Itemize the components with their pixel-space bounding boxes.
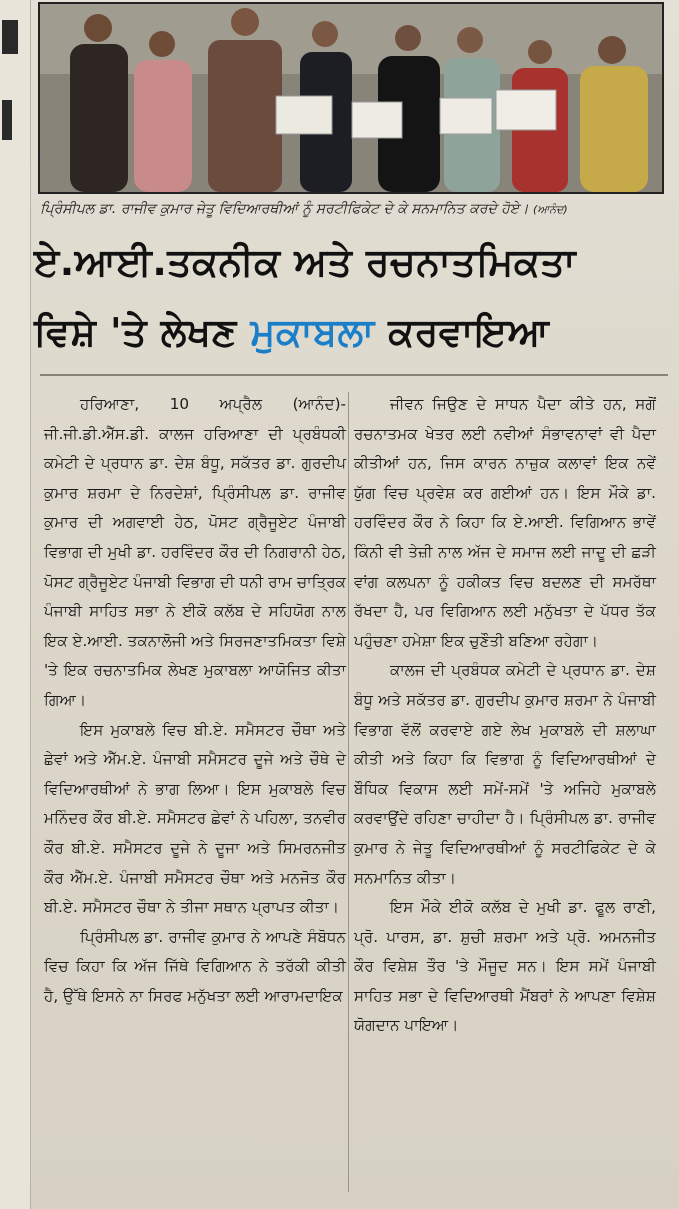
headline-line-1: ਏ.ਆਈ.ਤਕਨੀਕ ਅਤੇ ਰਚਨਾਤਮਿਕਤਾ (34, 240, 577, 284)
headline-highlight-word: ਮੁਕਾਬਲਾ (250, 310, 375, 354)
article-paragraph: ਹਰਿਆਣਾ, 10 ਅਪ੍ਰੈਲ (ਆਨੰਦ)- ਜੀ.ਜੀ.ਡੀ.ਐੱਸ.ਡੀ. ਕਾਲਜ ਹਰਿਆਣਾ ਦੀ ਪ੍ਰਬੰਧਕੀ ਕਮੇਟੀ ਦੇ ਪ੍ਰਧਾਨ ਡਾ. ਦੇਸ਼ ਬੰਧੂ, ਸਕੱਤਰ ਡਾ. ਗੁਰਦੀਪ ਕੁਮਾਰ ਸ਼ਰਮਾ ਦੇ ਨਿਰਦੇਸ਼ਾਂ, ਪ੍ਰਿੰਸੀਪਲ ਡਾ. ਰਾਜੀਵ ਕੁਮਾਰ ਦੀ ਅਗਵਾਈ ਹੇਠ, ਪੋਸਟ ਗ੍ਰੈਜੂਏਟ ਪੰਜਾਬੀ ਵਿਭਾਗ ਦੀ ਮੁਖੀ ਡਾ. ਹਰਵਿੰਦਰ ਕੌਰ ਦੀ ਨਿਗਰਾਨੀ ਹੇਠ, ਪੋਸਟ ਗ੍ਰੈਜੂਏਟ ਪੰਜਾਬੀ ਵਿਭਾਗ ਦੀ ਧਨੀ ਰਾਮ ਚਾਤ੍ਰਿਕ ਪੰਜਾਬੀ ਸਾਹਿਤ ਸਭਾ ਨੇ ਈਕੋ ਕਲੱਬ ਦੇ ਸਹਿਯੋਗ ਨਾਲ ਇਕ ਏ.ਆਈ. ਤਕਨਾਲੋਜੀ ਅਤੇ ਸਿਰਜਣਾਤਮਿਕਤਾ ਵਿਸ਼ੇ 'ਤੇ ਇਕ ਰਚਨਾਤਮਿਕ ਲੇਖਣ ਮੁਕਾਬਲਾ ਆਯੋਜਿਤ ਕੀਤਾ ਗਿਆ। (44, 395, 346, 709)
caption-text: ਪ੍ਰਿੰਸੀਪਲ ਡਾ. ਰਾਜੀਵ ਕੁਮਾਰ ਜੇਤੂ ਵਿਦਿਆਰਥੀਆਂ ਨੂੰ ਸਰਟੀਫਿਕੇਟ ਦੇ ਕੇ ਸਨਮਾਨਿਤ ਕਰਦੇ ਹੋਏ। (40, 201, 529, 217)
caption-credit: (ਆਨੰਦ) (532, 203, 568, 216)
adjacent-column-edge (0, 0, 31, 1209)
headline-rule (40, 374, 668, 376)
column-divider (348, 392, 349, 1192)
article-paragraph: ਪ੍ਰਿੰਸੀਪਲ ਡਾ. ਰਾਜੀਵ ਕੁਮਾਰ ਨੇ ਆਪਣੇ ਸੰਬੋਧਨ ਵਿਚ ਕਿਹਾ ਕਿ ਅੱਜ ਜਿੱਥੇ ਵਿਗਿਆਨ ਨੇ ਤਰੱਕੀ ਕੀਤੀ ਹੈ, ਉੱਥੇ ਇਸਨੇ ਨਾ ਸਿਰਫ ਮਨੁੱਖਤਾ ਲਈ ਆਰਾਮਦਾਇਕ (44, 927, 346, 1005)
news-photo (38, 2, 664, 194)
article-column-right (354, 390, 656, 1205)
article-paragraph: ਜੀਵਨ ਜਿਉਣ ਦੇ ਸਾਧਨ ਪੈਦਾ ਕੀਤੇ ਹਨ, ਸਗੋਂ ਰਚਨਾਤਮਕ ਖੇਤਰ ਲਈ ਨਵੀਆਂ ਸੰਭਾਵਨਾਵਾਂ ਵੀ ਪੈਦਾ ਕੀਤੀਆਂ ਹਨ, ਜਿਸ ਕਾਰਨ ਨਾਜ਼ੁਕ ਕਲਾਵਾਂ ਇਕ ਨਵੇਂ ਯੁੱਗ ਵਿਚ ਪ੍ਰਵੇਸ਼ ਕਰ ਗਈਆਂ ਹਨ। ਇਸ ਮੌਕੇ ਡਾ. ਹਰਵਿੰਦਰ ਕੌਰ ਨੇ ਕਿਹਾ ਕਿ ਏ.ਆਈ. ਵਿਗਿਆਨ ਭਾਵੇਂ ਕਿੰਨੀ ਵੀ ਤੇਜ਼ੀ ਨਾਲ ਅੱਜ ਦੇ ਸਮਾਜ ਲਈ ਜਾਦੂ ਦੀ ਛੜੀ ਵਾਂਗ ਕਲਪਨਾ ਨੂੰ ਹਕੀਕਤ ਵਿਚ ਬਦਲਣ ਦੀ ਸਮਰੱਥਾ ਰੱਖਦਾ ਹੈ, ਪਰ ਵਿਗਿਆਨ ਲਈ ਮਨੁੱਖਤਾ ਦੇ ਪੱਧਰ ਤੱਕ ਪਹੁੰਚਣਾ ਹਮੇਸ਼ਾ ਇਕ ਚੁਣੌਤੀ ਬਣਿਆ ਰਹੇਗਾ। (354, 395, 656, 650)
article-paragraph: ਕਾਲਜ ਦੀ ਪ੍ਰਬੰਧਕ ਕਮੇਟੀ ਦੇ ਪ੍ਰਧਾਨ ਡਾ. ਦੇਸ਼ ਬੰਧੂ ਅਤੇ ਸਕੱਤਰ ਡਾ. ਗੁਰਦੀਪ ਕੁਮਾਰ ਸ਼ਰਮਾ ਨੇ ਪੰਜਾਬੀ ਵਿਭਾਗ ਵੱਲੋਂ ਕਰਵਾਏ ਗਏ ਲੇਖ ਮੁਕਾਬਲੇ ਦੀ ਸ਼ਲਾਘਾ ਕੀਤੀ ਅਤੇ ਕਿਹਾ ਕਿ ਵਿਭਾਗ ਨੂੰ ਵਿਦਿਆਰਥੀਆਂ ਦੇ ਬੌਧਿਕ ਵਿਕਾਸ ਲਈ ਸਮੇਂ-ਸਮੇਂ 'ਤੇ ਅਜਿਹੇ ਮੁਕਾਬਲੇ ਕਰਵਾਉਂਦੇ ਰਹਿਣਾ ਚਾਹੀਦਾ ਹੈ। ਪ੍ਰਿੰਸੀਪਲ ਡਾ. ਰਾਜੀਵ ਕੁਮਾਰ ਨੇ ਜੇਤੂ ਵਿਦਿਆਰਥੀਆਂ ਨੂੰ ਸਰਟੀਫਿਕੇਟ ਦੇ ਕੇ ਸਨਮਾਨਿਤ ਕੀਤਾ। (354, 661, 656, 887)
headline-line-2-start: ਵਿਸ਼ੇ 'ਤੇ ਲੇਖਣ (34, 310, 251, 354)
gutter-ink-mark (2, 100, 12, 140)
article-paragraph: ਇਸ ਮੌਕੇ ਈਕੋ ਕਲੱਬ ਦੇ ਮੁਖੀ ਡਾ. ਫੂਲ ਰਾਣੀ, ਪ੍ਰੋ. ਪਾਰਸ, ਡਾ. ਸ਼ੁਚੀ ਸ਼ਰਮਾ ਅਤੇ ਪ੍ਰੋ. ਅਮਨਜੀਤ ਕੌਰ ਵਿਸ਼ੇਸ਼ ਤੌਰ 'ਤੇ ਮੌਜੂਦ ਸਨ। ਇਸ ਸਮੇਂ ਪੰਜਾਬੀ ਸਾਹਿਤ ਸਭਾ ਦੇ ਵਿਦਿਆਰਥੀ ਮੈਂਬਰਾਂ ਨੇ ਆਪਣਾ ਵਿਸ਼ੇਸ਼ ਯੋਗਦਾਨ ਪਾਇਆ। (354, 898, 656, 1035)
article-paragraph: ਇਸ ਮੁਕਾਬਲੇ ਵਿਚ ਬੀ.ਏ. ਸਮੈਸਟਰ ਚੌਥਾ ਅਤੇ ਛੇਵਾਂ ਅਤੇ ਐੱਮ.ਏ. ਪੰਜਾਬੀ ਸਮੈਸਟਰ ਦੂਜੇ ਅਤੇ ਚੌਥੇ ਦੇ ਵਿਦਿਆਰਥੀਆਂ ਨੇ ਭਾਗ ਲਿਆ। ਇਸ ਮੁਕਾਬਲੇ ਵਿਚ ਮਨਿੰਦਰ ਕੌਰ ਬੀ.ਏ. ਸਮੈਸਟਰ ਛੇਵਾਂ ਨੇ ਪਹਿਲਾ, ਤਨਵੀਰ ਕੌਰ ਬੀ.ਏ. ਸਮੈਸਟਰ ਦੂਜੇ ਨੇ ਦੂਜਾ ਅਤੇ ਸਿਮਰਨਜੀਤ ਕੌਰ ਐੱਮ.ਏ. ਪੰਜਾਬੀ ਸਮੈਸਟਰ ਚੌਥਾ ਅਤੇ ਮਨਜੋਤ ਕੌਰ ਬੀ.ਏ. ਸਮੈਸਟਰ ਚੌਥਾ ਨੇ ਤੀਜਾ ਸਥਾਨ ਪ੍ਰਾਪਤ ਕੀਤਾ। (44, 720, 346, 917)
gutter-ink-mark (2, 20, 18, 54)
headline-line-2 (34, 306, 674, 358)
article-column-left (44, 390, 346, 1205)
group-photo-illustration (40, 4, 662, 192)
photo-caption (40, 200, 660, 219)
headline-line-2-end: ਕਰਵਾਇਆ (374, 310, 550, 354)
